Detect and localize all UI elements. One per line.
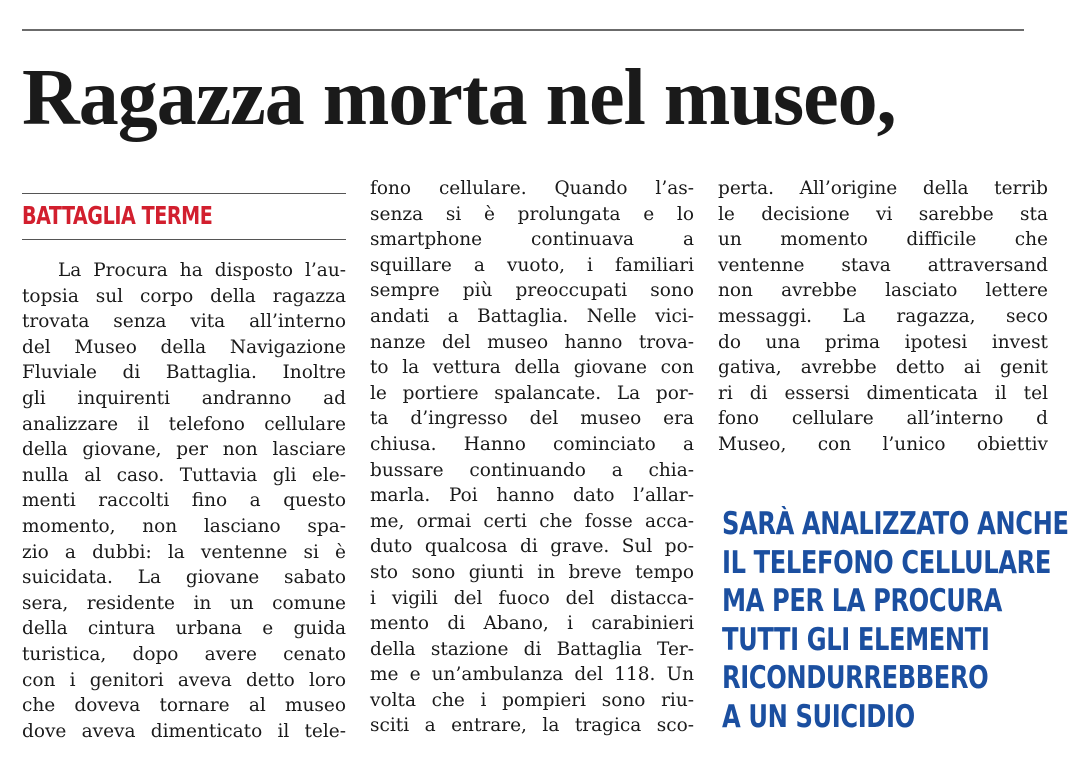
article-line: do una prima ipotesi invest <box>718 331 1048 353</box>
article-line: gli inquirenti andranno ad <box>22 387 346 409</box>
pull-quote-line: MA PER LA PROCURA <box>722 583 1002 619</box>
article-column-1 <box>22 258 346 744</box>
article-line: zio a dubbi: la ventenne si è <box>22 541 346 563</box>
article-line: ri di essersi dimenticata il tel <box>718 382 1048 404</box>
article-line: della stazione di Battaglia Ter- <box>370 638 694 660</box>
article-line: volta che i pompieri sono riu- <box>370 689 694 711</box>
article-line: senza si è prolungata e lo <box>370 203 694 225</box>
article-line: della giovane, per non lasciare <box>22 439 346 461</box>
article-line: Fluviale di Battaglia. Inoltre <box>22 362 346 384</box>
article-line: trovata senza vita all’interno <box>22 311 346 333</box>
article-line: le decisione vi sarebbe sta <box>718 203 1048 225</box>
article-line: ta d’ingresso del museo era <box>370 408 694 430</box>
article-line: le portiere spalancate. La por- <box>370 382 694 404</box>
article-line: me, ormai certi che fosse acca- <box>370 510 694 532</box>
article-line: che doveva tornare al museo <box>22 695 346 717</box>
article-column-3 <box>718 176 1048 458</box>
article-line: sempre più preoccupati sono <box>370 280 694 302</box>
article-line: turistica, dopo avere cenato <box>22 643 346 665</box>
article-line: topsia sul corpo della ragazza <box>22 285 346 307</box>
kicker-rule-bottom <box>22 239 346 240</box>
article-line: sera, residente in un comune <box>22 592 346 614</box>
article-line: mento di Abano, i carabinieri <box>370 613 694 635</box>
article-line: fono cellulare all’interno d <box>718 408 1048 430</box>
article-line: messaggi. La ragazza, seco <box>718 305 1048 327</box>
pull-quote-line: SARÀ ANALIZZATO ANCHE <box>722 506 1069 542</box>
article-line: dove aveva dimenticato il tele- <box>22 720 346 742</box>
article-line: to la vettura della giovane con <box>370 357 694 379</box>
pull-quote <box>722 505 1069 736</box>
article-line: squillare a vuoto, i familiari <box>370 254 694 276</box>
pull-quote-line: IL TELEFONO CELLULARE <box>722 544 1051 581</box>
pull-quote-line: TUTTI GLI ELEMENTI <box>722 621 990 658</box>
article-line: chiusa. Hanno cominciato a <box>370 433 694 455</box>
article-line: duto qualcosa di grave. Sul po- <box>370 536 694 558</box>
pull-quote-line: RICONDURREBBERO <box>722 660 989 696</box>
headline: Ragazza morta nel museo, <box>22 54 896 142</box>
article-line: i vigili del fuoco del distacca- <box>370 587 694 609</box>
article-line: del Museo della Navigazione <box>22 336 346 358</box>
article-line: La Procura ha disposto l’au- <box>22 260 346 281</box>
article-line: smartphone continuava a <box>370 229 694 251</box>
top-rule <box>22 29 1024 31</box>
article-line: della cintura urbana e guida <box>22 618 346 640</box>
article-line: ventenne stava attraversand <box>718 254 1048 276</box>
article-column-2 <box>370 176 694 739</box>
article-line: nanze del museo hanno trova- <box>370 331 694 353</box>
article-line: marla. Poi hanno dato l’allar- <box>370 485 694 507</box>
article-line: gativa, avrebbe detto ai genit <box>718 357 1048 379</box>
article-line: bussare continuando a chia- <box>370 459 694 481</box>
article-line: fono cellulare. Quando l’as- <box>370 178 694 199</box>
article-line: andati a Battaglia. Nelle vici- <box>370 305 694 327</box>
article-line: menti raccolti fino a questo <box>22 490 346 512</box>
article-line: perta. All’origine della terrib <box>718 178 1048 199</box>
article-line: suicidata. La giovane sabato <box>22 567 346 589</box>
article-line: nulla al caso. Tuttavia gli ele- <box>22 464 346 486</box>
article-line: sciti a entrare, la tragica sco- <box>370 715 694 737</box>
article-line: un momento difficile che <box>718 229 1048 251</box>
article-line: me e un’ambulanza del 118. Un <box>370 664 694 686</box>
article-line: non avrebbe lasciato lettere <box>718 280 1048 302</box>
article-line: momento, non lasciano spa- <box>22 515 346 537</box>
article-line: con i genitori aveva detto loro <box>22 669 346 691</box>
article-line: Museo, con l’unico obiettiv <box>718 433 1048 455</box>
kicker: BATTAGLIA TERME <box>22 201 213 230</box>
article-line: sto sono giunti in breve tempo <box>370 561 694 583</box>
kicker-rule-top <box>22 193 346 194</box>
pull-quote-line: A UN SUICIDIO <box>722 698 915 735</box>
article-line: analizzare il telefono cellulare <box>22 413 346 435</box>
